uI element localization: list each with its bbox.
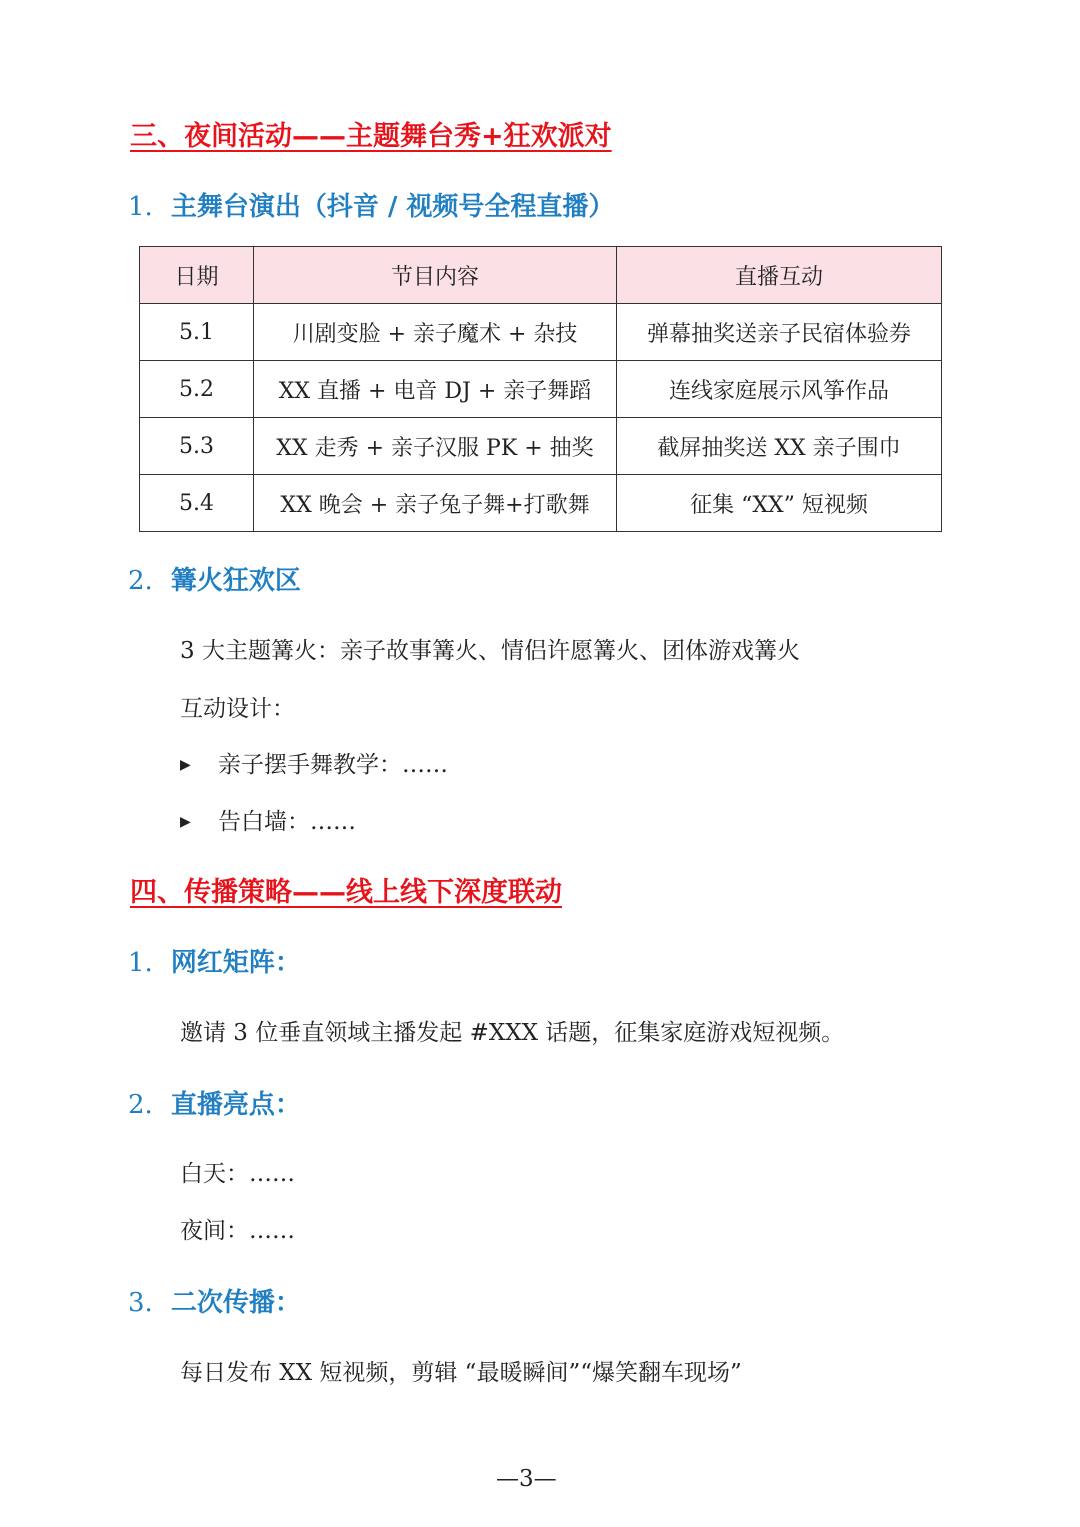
table-row <box>140 418 942 475</box>
subheading-number: 1. <box>128 192 153 222</box>
list-item-text: 亲子摆手舞教学：…… <box>218 752 448 778</box>
cell-program: XX 走秀 + 亲子汉服 PK + 抽奖 <box>254 418 617 475</box>
table-row <box>140 361 942 418</box>
subheading-text: 二次传播： <box>170 1288 301 1318</box>
subheading-number: 2. <box>128 566 153 596</box>
performance-schedule-table <box>139 246 942 532</box>
subheading-main-stage <box>128 186 614 223</box>
list-item <box>180 746 448 779</box>
page-number: —3— <box>496 1466 557 1492</box>
header-program: 节目内容 <box>254 247 617 304</box>
subheading-secondary-spread <box>128 1282 301 1319</box>
subheading-number: 3. <box>128 1288 153 1318</box>
bonfire-themes-text: 3 大主题篝火：亲子故事篝火、情侣许愿篝火、团体游戏篝火 <box>180 638 800 664</box>
header-live-interaction: 直播互动 <box>617 247 942 304</box>
subheading-influencer-matrix <box>128 942 301 979</box>
cell-interaction: 弹幕抽奖送亲子民宿体验券 <box>617 304 942 361</box>
header-date: 日期 <box>140 247 254 304</box>
cell-interaction: 征集 “XX” 短视频 <box>617 475 942 532</box>
subheading-number: 1. <box>128 948 153 978</box>
cell-interaction: 连线家庭展示风筝作品 <box>617 361 942 418</box>
influencer-text: 邀请 3 位垂直领域主播发起 #XXX 话题，征集家庭游戏短视频。 <box>180 1020 845 1046</box>
cell-program: XX 晚会 + 亲子兔子舞+打歌舞 <box>254 475 617 532</box>
subheading-text: 篝火狂欢区 <box>170 566 301 596</box>
cell-date: 5.4 <box>140 475 254 532</box>
subheading-text: 直播亮点： <box>170 1090 301 1120</box>
list-item <box>180 803 356 836</box>
triangle-bullet-icon: ▶ <box>180 757 191 773</box>
subheading-text: 网红矩阵： <box>170 948 301 978</box>
triangle-bullet-icon: ▶ <box>180 814 191 830</box>
table-header-row <box>140 247 942 304</box>
section-3-title: 三、夜间活动——主题舞台秀+狂欢派对 <box>130 121 612 152</box>
subheading-number: 2. <box>128 1090 153 1120</box>
subheading-live-highlights <box>128 1084 301 1121</box>
nighttime-text: 夜间：…… <box>180 1218 295 1244</box>
daytime-text: 白天：…… <box>180 1161 295 1187</box>
cell-date: 5.1 <box>140 304 254 361</box>
subheading-bonfire <box>128 560 301 597</box>
cell-date: 5.3 <box>140 418 254 475</box>
secondary-spread-text: 每日发布 XX 短视频，剪辑 “最暖瞬间”“爆笑翻车现场” <box>180 1360 742 1386</box>
table-row <box>140 475 942 532</box>
table-row <box>140 304 942 361</box>
section-4-title: 四、传播策略——线上线下深度联动 <box>130 877 562 908</box>
cell-date: 5.2 <box>140 361 254 418</box>
interaction-design-label: 互动设计： <box>180 696 295 722</box>
cell-program: 川剧变脸 + 亲子魔术 + 杂技 <box>254 304 617 361</box>
list-item-text: 告白墙：…… <box>218 809 356 835</box>
subheading-text: 主舞台演出（抖音 / 视频号全程直播） <box>170 192 615 222</box>
cell-interaction: 截屏抽奖送 XX 亲子围巾 <box>617 418 942 475</box>
cell-program: XX 直播 + 电音 DJ + 亲子舞蹈 <box>254 361 617 418</box>
